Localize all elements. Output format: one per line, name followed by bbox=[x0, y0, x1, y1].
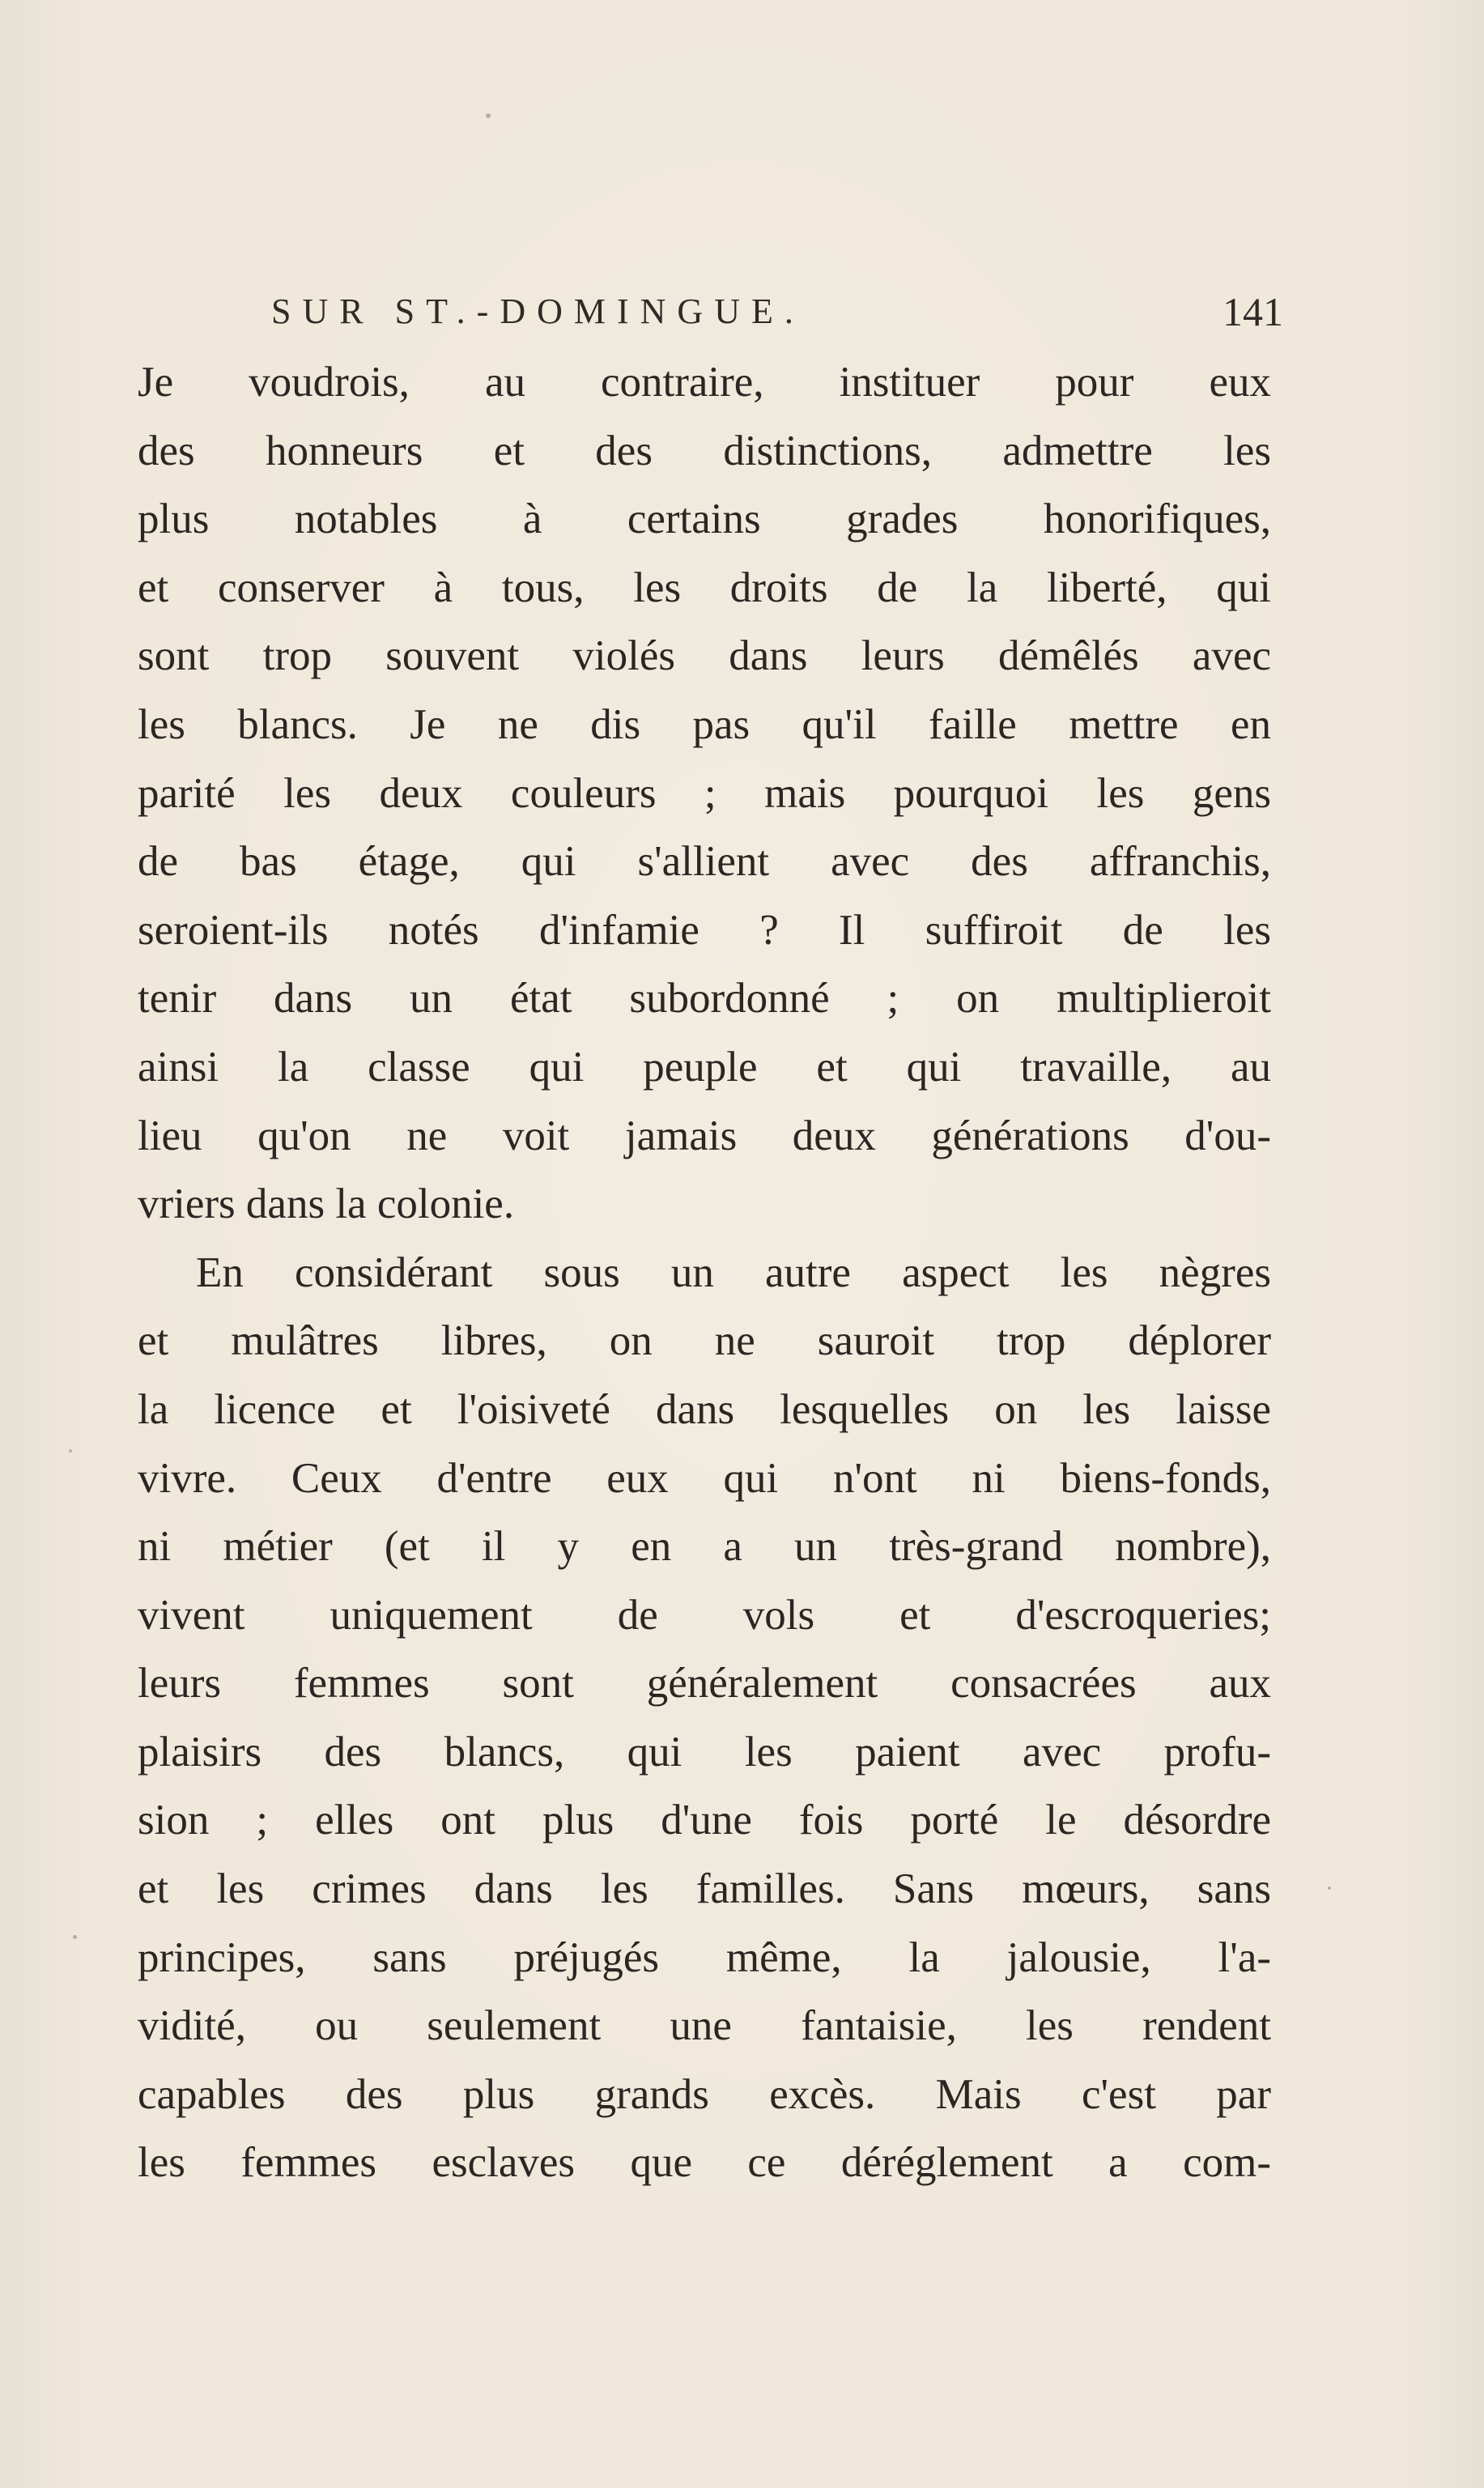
text-line: Je voudrois, au contraire, instituer pour eux bbox=[138, 359, 1271, 406]
text-line: des honneurs et des distinctions, admettre les bbox=[138, 427, 1271, 474]
paper-speck bbox=[73, 1935, 77, 1939]
text-line: vidité, ou seulement une fantaisie, les rendent bbox=[138, 2002, 1271, 2050]
paper-speck bbox=[1328, 1886, 1331, 1890]
text-line: leurs femmes sont généralement consacrées aux bbox=[138, 1660, 1271, 1708]
text-line: plus notables à certains grades honorifiques, bbox=[138, 495, 1271, 543]
paragraph-first-line: En considérant sous un autre aspect les nègres bbox=[196, 1248, 1271, 1296]
running-title: SUR ST.-DOMINGUE. bbox=[271, 291, 805, 331]
text-line: ainsi la classe qui peuple et qui travaille, au bbox=[138, 1043, 1271, 1091]
text-line: capables des plus grands excès. Mais c'est par bbox=[138, 2070, 1271, 2118]
text-line: lieu qu'on ne voit jamais deux générations d'ou- bbox=[138, 1112, 1271, 1159]
text-line: sion ; elles ont plus d'une fois porté le désordre bbox=[138, 1797, 1271, 1844]
text-line: plaisirs des blancs, qui les paient avec profu- bbox=[138, 1728, 1271, 1776]
text-line: les blancs. Je ne dis pas qu'il faille mettre en bbox=[138, 700, 1271, 748]
text-line: et conserver à tous, les droits de la liberté, qui bbox=[138, 564, 1271, 611]
text-line: parité les deux couleurs ; mais pourquoi les gens bbox=[138, 769, 1271, 817]
text-line: vivent uniquement de vols et d'escroqueries; bbox=[138, 1591, 1271, 1639]
text-line: et les crimes dans les familles. Sans mœurs, sans bbox=[138, 1865, 1271, 1913]
text-line: les femmes esclaves que ce déréglement a com- bbox=[138, 2139, 1271, 2187]
text-line: vivre. Ceux d'entre eux qui n'ont ni biens-fonds, bbox=[138, 1454, 1271, 1502]
text-line: vriers dans la colonie. bbox=[138, 1180, 515, 1228]
text-line: principes, sans préjugés même, la jalousie, l'a- bbox=[138, 1933, 1271, 1981]
paper-speck bbox=[69, 1449, 72, 1452]
text-line: sont trop souvent violés dans leurs démêlés avec bbox=[138, 632, 1271, 680]
text-line: de bas étage, qui s'allient avec des affranchis, bbox=[138, 838, 1271, 886]
text-line: ni métier (et il y en a un très-grand nombre), bbox=[138, 1523, 1271, 1571]
text-line: seroient-ils notés d'infamie ? Il suffiroit de les bbox=[138, 906, 1271, 954]
paper-speck bbox=[486, 113, 491, 118]
body-text bbox=[138, 348, 1271, 2197]
page-number: 141 bbox=[1222, 289, 1283, 334]
running-head bbox=[271, 283, 1283, 340]
text-line: et mulâtres libres, on ne sauroit trop déplorer bbox=[138, 1317, 1271, 1365]
text-line: tenir dans un état subordonné ; on multiplieroit bbox=[138, 975, 1271, 1023]
text-line: la licence et l'oisiveté dans lesquelles on les laisse bbox=[138, 1385, 1271, 1433]
